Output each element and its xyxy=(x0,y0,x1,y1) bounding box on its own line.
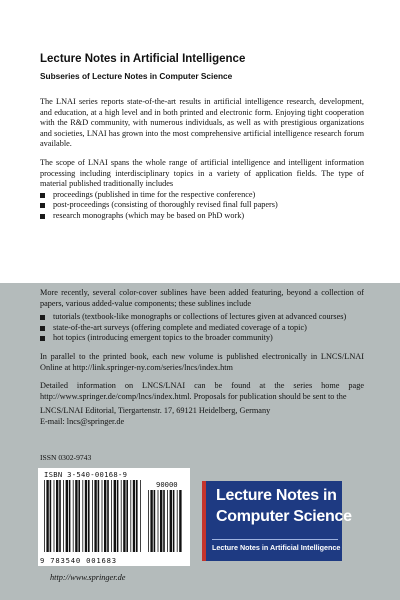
logo-line-2: Computer Science xyxy=(216,508,352,525)
list-item: state-of-the-art surveys (offering complete and mediated coverage of a topic) xyxy=(40,323,364,334)
barcode-panel xyxy=(38,468,190,566)
editorial-address: LNCS/LNAI Editorial, Tiergartenstr. 17, 69121 Heidelberg, Germany xyxy=(40,406,271,416)
list-item: research monographs (which may be based on PhD work) xyxy=(40,211,364,222)
intro-paragraph-1: The LNAI series reports state-of-the-art results in artificial intelligence research, development, and education, at a high level and in both printed and electronic form. Enjoying tight cooperation with the R&D community, with numerous individuals, as well as with prestigious organizations and societies, LNAI has grown into the most comprehensive artificial intelligence research forum available. xyxy=(40,97,364,149)
upper-white-panel xyxy=(0,0,400,283)
bullet-square-icon xyxy=(40,193,45,198)
publisher-url: http://www.springer.de xyxy=(50,573,126,582)
issn-label: ISSN 0302-9743 xyxy=(40,453,92,462)
ean-barcode-icon xyxy=(44,480,144,552)
list-item: proceedings (published in time for the respective conference) xyxy=(40,190,364,201)
series-subtitle: Subseries of Lecture Notes in Computer Science xyxy=(40,71,233,81)
homepage-paragraph: Detailed information on LNCS/LNAI can be found at the series home page http://www.springer.de/comp/lncs/index.html. Proposals for publication should be sent to the xyxy=(40,381,364,401)
list-item: post-proceedings (consisting of thoroughly revised final full papers) xyxy=(40,200,364,211)
list-item: hot topics (introducing emergent topics to the broader community) xyxy=(40,333,364,344)
sublines-paragraph: More recently, several color-cover sublines have been added featuring, beyond a collection of papers, various added-value components; these sublines include xyxy=(40,288,364,308)
bullet-square-icon xyxy=(40,336,45,341)
logo-tagline: Lecture Notes in Artificial Intelligence xyxy=(212,539,338,552)
bullet-square-icon xyxy=(40,214,45,219)
ean-number: 9 783540 001683 xyxy=(40,556,117,565)
material-type-list xyxy=(40,190,364,222)
series-title: Lecture Notes in Artificial Intelligence xyxy=(40,53,246,65)
bullet-square-icon xyxy=(40,203,45,208)
intro-section xyxy=(40,97,364,222)
online-paragraph: In parallel to the printed book, each new volume is published electronically in LNCS/LNAI Online at http://link.springer-ny.com/series/lncs/index.htm xyxy=(40,351,364,372)
bullet-square-icon xyxy=(40,315,45,320)
price-addon-code: 90000 xyxy=(156,480,178,489)
lncs-logo xyxy=(202,481,352,561)
body-section xyxy=(40,288,364,428)
subline-list xyxy=(40,312,364,344)
list-item: tutorials (textbook-like monographs or collections of lectures given at advanced courses) xyxy=(40,312,364,323)
isbn-label: ISBN 3-540-00168-9 xyxy=(44,470,128,479)
addon-barcode-icon xyxy=(148,490,182,552)
editorial-email: E-mail: lncs@springer.de xyxy=(40,416,125,426)
bullet-square-icon xyxy=(40,326,45,331)
intro-paragraph-2: The scope of LNAI spans the whole range of artificial intelligence and intelligent information processing including interdisciplinary topics in a variety of application fields. The type of material published traditionally includes xyxy=(40,157,364,189)
logo-line-1: Lecture Notes in xyxy=(216,487,337,504)
